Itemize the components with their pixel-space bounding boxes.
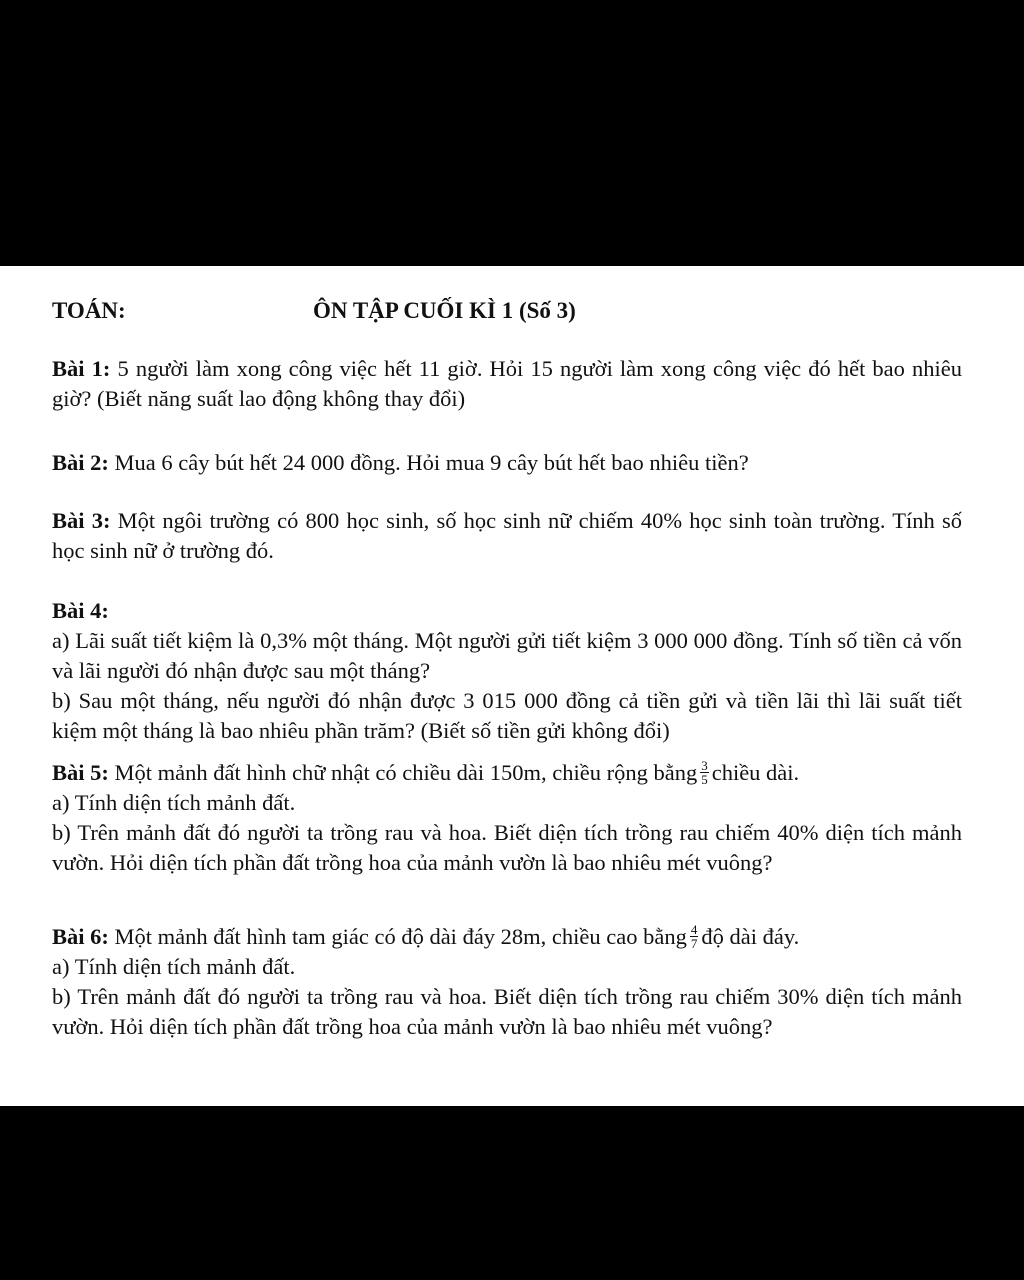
problem-6-statement xyxy=(52,922,962,952)
problem-4-part-b: b) Sau một tháng, nếu người đó nhận được 3 015 000 đồng cả tiền gửi và tiền lãi thì lãi suất tiết kiệm một tháng là bao nhiêu phần trăm? (Biết số tiền gửi không đổi) xyxy=(52,688,962,743)
worksheet-header xyxy=(52,296,962,328)
problem-5-text-before: Một mảnh đất hình chữ nhật có chiều dài 150m, chiều rộng bằng xyxy=(114,760,698,785)
problem-4 xyxy=(52,596,962,746)
problem-3-text: Một ngôi trường có 800 học sinh, số học sinh nữ chiếm 40% học sinh toàn trường. Tính số học sinh nữ ở trường đó. xyxy=(52,508,963,563)
problem-4-part-a: a) Lãi suất tiết kiệm là 0,3% một tháng. Một người gửi tiết kiệm 3 000 000 đồng. Tính số tiền cả vốn và lãi người đó nhận được sau một tháng? xyxy=(52,628,962,683)
subject-label: TOÁN: xyxy=(52,298,126,323)
problem-3 xyxy=(52,506,962,566)
problem-6-text-before: Một mảnh đất hình tam giác có độ dài đáy 28m, chiều cao bằng xyxy=(114,924,687,949)
problem-1-text: 5 người làm xong công việc hết 11 giờ. Hỏi 15 người làm xong công việc đó hết bao nhiêu giờ? (Biết năng suất lao động không thay đổi) xyxy=(52,356,963,411)
problem-6 xyxy=(52,922,962,1042)
problem-5-text-after: chiều dài. xyxy=(711,760,800,785)
problem-6-label: Bài 6: xyxy=(52,924,109,949)
problem-5 xyxy=(52,758,962,878)
problem-5-fraction xyxy=(700,759,709,786)
problem-6-fraction xyxy=(690,923,699,950)
worksheet-title: ÔN TẬP CUỐI KÌ 1 (Số 3) xyxy=(313,298,576,323)
problem-1-label: Bài 1: xyxy=(52,356,111,381)
problem-5-fraction-denominator: 5 xyxy=(701,772,708,788)
problem-2-label: Bài 2: xyxy=(52,450,109,475)
problem-5-part-b: b) Trên mảnh đất đó người ta trồng rau và hoa. Biết diện tích trồng rau chiếm 40% diện tích mảnh vườn. Hỏi diện tích phần đất trồng hoa của mảnh vườn là bao nhiêu mét vuông? xyxy=(52,820,962,876)
problem-2-text: Mua 6 cây bút hết 24 000 đồng. Hỏi mua 9 cây bút hết bao nhiêu tiền? xyxy=(114,450,749,475)
problem-6-part-b: b) Trên mảnh đất đó người ta trồng rau và hoa. Biết diện tích trồng rau chiếm 30% diện tích mảnh vườn. Hỏi diện tích phần đất trồng hoa của mảnh vườn là bao nhiêu mét vuông? xyxy=(52,984,962,1040)
problem-6-text-after: độ dài đáy. xyxy=(701,924,800,949)
problem-6-part-a: a) Tính diện tích mảnh đất. xyxy=(52,954,296,980)
top-black-band xyxy=(0,0,1024,266)
problem-5-part-a: a) Tính diện tích mảnh đất. xyxy=(52,790,296,816)
problem-5-label: Bài 5: xyxy=(52,760,109,785)
problem-6-fraction-numerator: 4 xyxy=(690,922,698,938)
worksheet-page xyxy=(0,266,1024,1106)
problem-6-fraction-denominator: 7 xyxy=(690,936,698,952)
problem-1 xyxy=(52,354,962,414)
bottom-black-band xyxy=(0,1106,1024,1280)
problem-2 xyxy=(52,448,962,478)
problem-4-label: Bài 4: xyxy=(52,598,109,623)
problem-5-statement xyxy=(52,758,962,788)
problem-5-fraction-numerator: 3 xyxy=(701,758,708,774)
problem-3-label: Bài 3: xyxy=(52,508,111,533)
